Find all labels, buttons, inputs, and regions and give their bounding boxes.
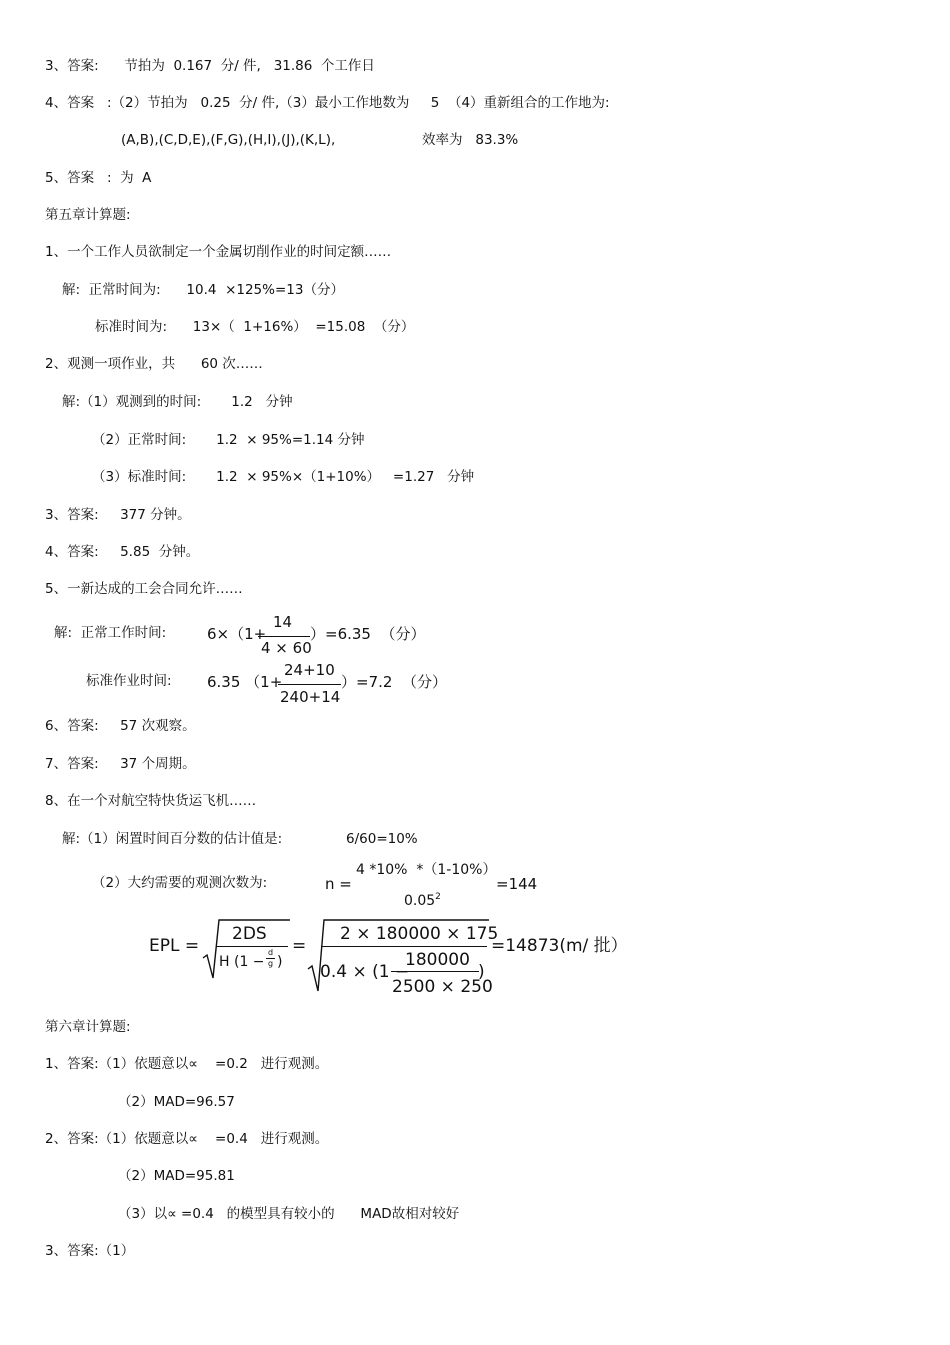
formula-3-den-exponent: 2 [435, 892, 441, 902]
formula-1-prefix: 6×（1+ [207, 625, 267, 643]
problem-8: 8、在一个对航空特快货运飞机…… [45, 793, 257, 809]
epl-denominator-2: 0.4 × (1 − [320, 962, 410, 982]
ch6-answer-2-mad: （2）MAD=95.81 [118, 1168, 235, 1184]
answer-4-minutes: 4、答案: 5.85 分钟。 [45, 544, 200, 560]
formula-2-numerator: 24+10 [284, 661, 335, 679]
chapter-6-heading: 第六章计算题: [45, 1019, 131, 1035]
answer-3-takt: 3、答案: 节拍为 0.167 分/ 件, 31.86 个工作日 [45, 58, 375, 74]
formula-1-suffix: ）=6.35 （分） [310, 625, 426, 643]
epl-numerator-2: 2 × 180000 × 175 [340, 924, 499, 944]
formula-3-numerator: 4 *10% *（1-10%） [356, 862, 497, 878]
ch6-answer-3: 3、答案:（1） [45, 1243, 135, 1259]
problem-2: 2、观测一项作业，共 60 次…… [45, 356, 263, 372]
problem-2-observed: 解:（1）观测到的时间: 1.2 分钟 [62, 394, 293, 410]
answer-6: 6、答案: 57 次观察。 [45, 718, 196, 734]
epl-small-numerator: d [268, 948, 274, 957]
formula-2-prefix: 6.35 （1+ [207, 673, 283, 691]
problem-5-normal-label: 解: 正常工作时间: [54, 625, 167, 641]
formula-3-suffix: =144 [496, 875, 538, 893]
epl-denominator-1: H (1 − [219, 954, 265, 970]
formula-1-denominator: 4 × 60 [261, 639, 312, 657]
epl-denominator-2-close: ) [478, 962, 485, 982]
problem-2-normal: （2）正常时间: 1.2 × 95%=1.14 分钟 [92, 432, 365, 448]
formula-2-suffix: ）=7.2 （分） [341, 673, 447, 691]
formula-2-fraction-bar [278, 684, 341, 685]
epl-numerator-1: 2DS [232, 924, 267, 944]
problem-5: 5、一新达成的工会合同允许…… [45, 581, 243, 597]
formula-1-fraction-bar [258, 636, 310, 637]
epl-fraction-bar-2 [321, 946, 487, 947]
problem-2-standard: （3）标准时间: 1.2 × 95%×（1+10%） =1.27 分钟 [92, 469, 475, 485]
ch6-answer-1-mad: （2）MAD=96.57 [118, 1094, 235, 1110]
problem-1: 1、一个工作人员欲制定一个金属切削作业的时间定额…… [45, 244, 392, 260]
formula-1-numerator: 14 [273, 613, 293, 631]
answer-4-takt: 4、答案 :（2）节拍为 0.25 分/ 件,（3）最小工作地数为 5 （4）重新组合的工作地为: [45, 95, 610, 111]
formula-2-denominator: 240+14 [280, 688, 341, 706]
answer-3-minutes: 3、答案: 377 分钟。 [45, 507, 191, 523]
chapter-5-heading: 第五章计算题: [45, 207, 131, 223]
formula-3-denominator [404, 889, 441, 909]
problem-1-standard-time: 标准时间为: 13×（ 1+16%） =15.08 （分） [95, 319, 415, 335]
problem-8-idle-value: 6/60=10% [346, 831, 418, 847]
problem-8-observations-label: （2）大约需要的观测次数为: [92, 875, 268, 891]
epl-denominator-1-close: ) [277, 954, 283, 970]
epl-inner-fraction-bar [391, 971, 479, 972]
epl-equals: = [292, 936, 307, 956]
problem-8-idle-label: 解:（1）闲置时间百分数的估计值是: [62, 831, 283, 847]
ch6-answer-2-conclusion: （3）以∝ =0.4 的模型具有较小的 MAD故相对较好 [118, 1206, 460, 1222]
problem-1-normal-time: 解: 正常时间为: 10.4 ×125%=13（分） [62, 282, 344, 298]
answer-7: 7、答案: 37 个周期。 [45, 756, 196, 772]
epl-fraction-bar-1 [216, 946, 288, 947]
epl-result: =14873(m/ 批） [491, 936, 628, 956]
epl-inner-numerator: 180000 [405, 950, 470, 970]
epl-small-denominator: g [268, 959, 274, 968]
formula-3-prefix: n = [325, 875, 352, 893]
answer-4-workstations: (A,B),(C,D,E),(F,G),(H,I),(J),(K,L), [121, 132, 336, 148]
answer-4-efficiency: 效率为 83.3% [422, 132, 519, 148]
epl-inner-denominator: 2500 × 250 [392, 977, 493, 997]
ch6-answer-1: 1、答案:（1）依题意以∝ =0.2 进行观测。 [45, 1056, 329, 1072]
epl-lhs: EPL = [149, 936, 200, 956]
formula-3-den-base: 0.05 [404, 893, 436, 909]
answer-5: 5、答案 : 为 A [45, 170, 152, 186]
problem-5-standard-label: 标准作业时间: [86, 673, 172, 689]
ch6-answer-2: 2、答案:（1）依题意以∝ =0.4 进行观测。 [45, 1131, 329, 1147]
